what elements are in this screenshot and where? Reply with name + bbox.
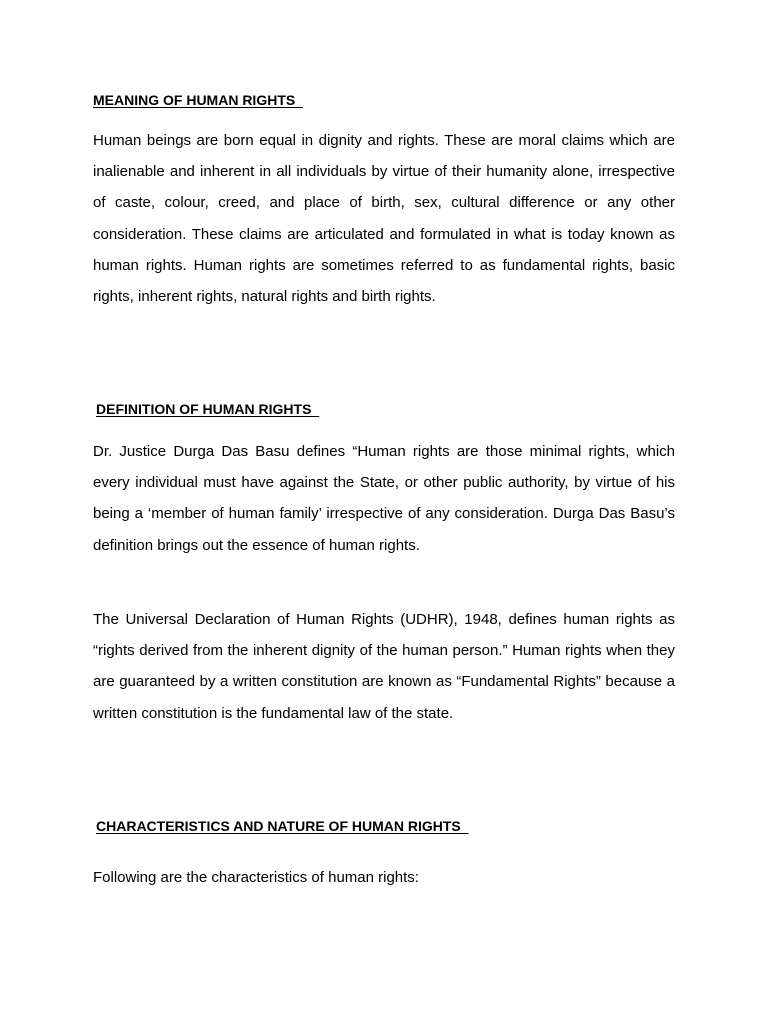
paragraph-definition-udhr: The Universal Declaration of Human Rights (UDHR), 1948, defines human rights as “rights derived from the inherent dignity of the human person.” Human rights when they are guaranteed by a written constitution are known as “Fundamental Rights” because a written constitution is the fundamental law of the state. xyxy=(93,611,675,722)
section-heading-definition: DEFINITION OF HUMAN RIGHTS xyxy=(96,401,320,417)
section-heading-characteristics: CHARACTERISTICS AND NATURE OF HUMAN RIGHTS xyxy=(96,818,469,834)
paragraph-definition-basu: Dr. Justice Durga Das Basu defines “Human rights are those minimal rights, which every individual must have against the State, or other public authority, by virtue of his being a ‘member of human family’ irrespective of any consideration. Durga Das Basu’s definition brings out the essence of human rights. xyxy=(93,443,675,554)
paragraph-characteristics-intro: Following are the characteristics of human rights: xyxy=(93,869,419,886)
section-heading-meaning: MEANING OF HUMAN RIGHTS xyxy=(93,92,303,108)
paragraph-meaning: Human beings are born equal in dignity and rights. These are moral claims which are inalienable and inherent in all individuals by virtue of their humanity alone, irrespective of caste, colour, creed, and place of birth, sex, cultural difference or any other consideration. These claims are articulated and formulated in what is today known as human rights. Human rights are sometimes referred to as fundamental rights, basic rights, inherent rights, natural rights and birth rights. xyxy=(93,132,675,306)
